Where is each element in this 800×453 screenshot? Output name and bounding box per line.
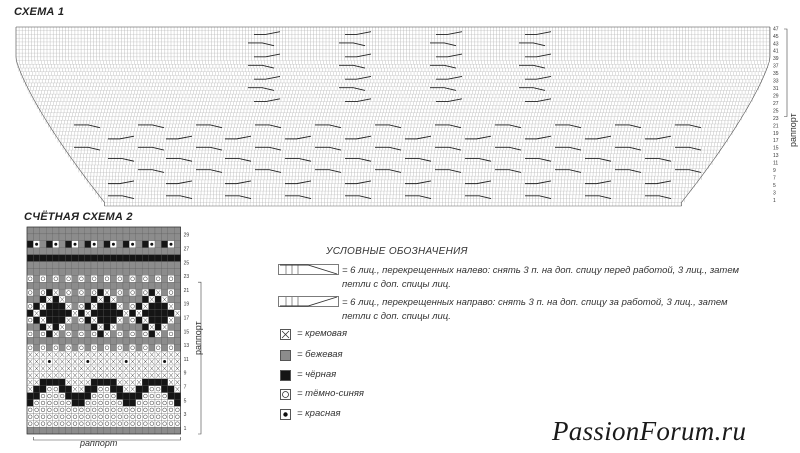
scheme1-title: СХЕМА 1 xyxy=(14,6,65,18)
scheme2-row-number: 15 xyxy=(183,329,190,336)
scheme2-row-number: 25 xyxy=(183,260,190,267)
cable-right-icon xyxy=(278,296,340,308)
scheme2-row-number: 29 xyxy=(183,232,190,239)
scheme1-row-number: 43 xyxy=(773,41,779,48)
color-swatch-cross-icon xyxy=(280,329,291,340)
scheme1-row-number: 13 xyxy=(773,153,779,160)
legend-color-label: = бежевая xyxy=(297,349,343,360)
legend-title: УСЛОВНЫЕ ОБОЗНАЧЕНИЯ xyxy=(326,246,468,257)
scheme1-row-number: 39 xyxy=(773,56,779,63)
scheme1-row-number: 7 xyxy=(773,175,776,182)
legend-color-label: = кремовая xyxy=(297,328,348,339)
scheme1-row-number: 25 xyxy=(773,108,779,115)
scheme1-row-number: 21 xyxy=(773,123,779,130)
scheme2-chart xyxy=(0,0,240,453)
scheme2-row-number: 7 xyxy=(183,384,187,391)
scheme2-row-number: 13 xyxy=(183,343,190,350)
watermark: PassionForum.ru xyxy=(552,416,747,446)
color-swatch-fill-icon xyxy=(280,370,291,381)
scheme1-row-number: 1 xyxy=(773,197,776,204)
scheme2-cols-label: раппорт xyxy=(80,438,118,448)
cable-left-icon xyxy=(278,264,340,276)
color-swatch-circle-icon xyxy=(280,389,291,400)
scheme2-row-number: 23 xyxy=(183,274,190,281)
scheme2-row-number: 3 xyxy=(183,412,187,419)
legend-color-label: = красная xyxy=(297,408,341,419)
legend-color-label: = чёрная xyxy=(297,369,337,380)
scheme1-row-number: 9 xyxy=(773,168,776,175)
color-swatch-fill-icon xyxy=(280,350,291,361)
scheme1-row-number: 31 xyxy=(773,86,779,93)
scheme2-row-number: 11 xyxy=(183,356,189,363)
scheme2-row-number: 21 xyxy=(183,287,190,294)
scheme1-row-number: 17 xyxy=(773,138,779,145)
scheme1-row-number: 45 xyxy=(773,33,779,40)
scheme1-rows-label: раппорт xyxy=(788,113,798,147)
scheme1-row-number: 29 xyxy=(773,93,779,100)
scheme2-row-number: 5 xyxy=(183,398,187,405)
scheme1-row-number: 41 xyxy=(773,48,779,55)
cable-left-text: = 6 лиц., перекрещенных налево: снять 3 п. на доп. спицу перед работой, 3 лиц., затем петли с доп. спицы лиц. xyxy=(342,265,740,290)
cable-right-text: = 6 лиц., перекрещенных направо: снять 3 п. на доп. спицу за работой, 3 лиц., затем петли с доп. спицы лиц. xyxy=(342,297,728,322)
scheme1-row-number: 11 xyxy=(773,160,779,167)
scheme2-grid xyxy=(27,227,181,434)
scheme2-row-number: 19 xyxy=(183,301,190,308)
scheme1-row-number: 5 xyxy=(773,182,776,189)
scheme2-rows-label: раппорт xyxy=(193,321,203,355)
legend-color-label: = тёмно-синяя xyxy=(297,388,364,399)
color-swatch-dot-icon xyxy=(280,409,291,420)
scheme1-row-number: 47 xyxy=(773,26,779,33)
scheme2-row-number: 9 xyxy=(183,370,187,377)
scheme1-row-number: 33 xyxy=(773,78,779,85)
scheme2-row-number: 17 xyxy=(183,315,190,322)
scheme2-row-number: 1 xyxy=(183,425,187,432)
scheme1-row-number: 27 xyxy=(773,100,779,107)
scheme1-row-number: 23 xyxy=(773,115,779,122)
scheme1-row-number: 37 xyxy=(773,63,779,70)
scheme1-row-number: 35 xyxy=(773,71,779,78)
scheme1-row-number: 15 xyxy=(773,145,779,152)
scheme1-row-number: 3 xyxy=(773,190,776,197)
scheme2-title: СЧЁТНАЯ СХЕМА 2 xyxy=(24,211,133,223)
scheme1-rapport-bracket xyxy=(784,29,787,117)
scheme2-row-number: 27 xyxy=(183,246,190,253)
scheme1-row-number: 19 xyxy=(773,130,779,137)
